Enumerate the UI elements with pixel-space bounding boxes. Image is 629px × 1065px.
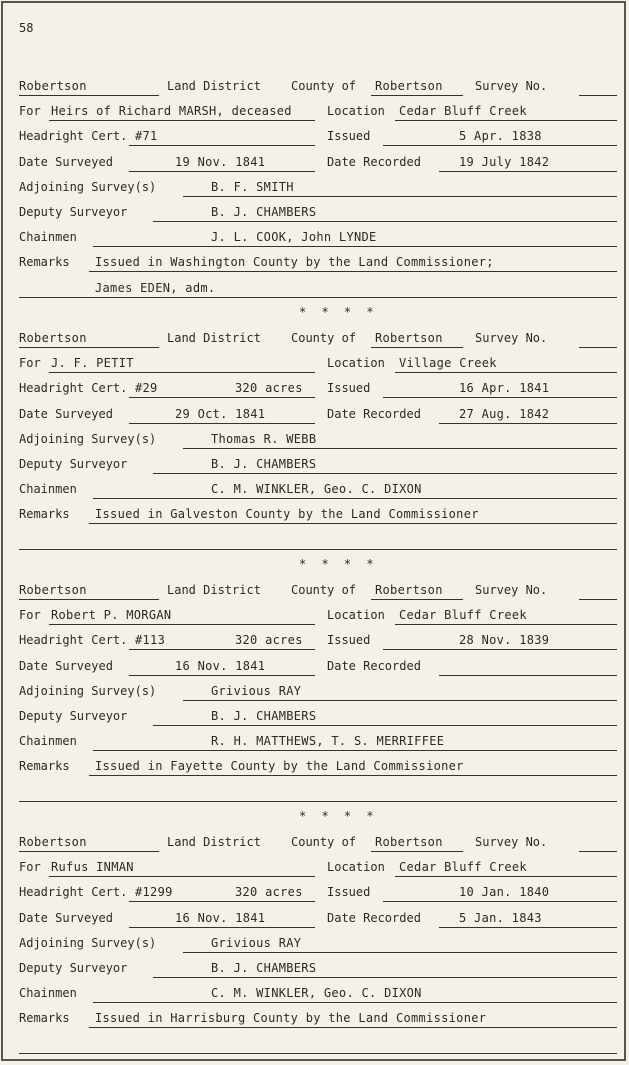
field-value-cert: #71 bbox=[135, 129, 158, 144]
field-label: Headright Cert. bbox=[19, 381, 128, 396]
for-line bbox=[19, 104, 619, 122]
field-label: Land District bbox=[167, 835, 261, 849]
field-label: Issued bbox=[327, 633, 371, 648]
adjoining-line bbox=[19, 936, 619, 954]
field-value-cert: #113 bbox=[135, 633, 166, 648]
field-label: Remarks bbox=[19, 759, 70, 774]
chainmen-line bbox=[19, 482, 619, 500]
field-value-location: Village Creek bbox=[399, 356, 497, 371]
field-label: Headright Cert. bbox=[19, 633, 128, 648]
field-label: Survey No. bbox=[475, 331, 548, 345]
field-label: Location bbox=[327, 104, 385, 119]
field-label: Adjoining Survey(s) bbox=[19, 179, 157, 194]
field-value-acres: 320 acres bbox=[235, 381, 303, 396]
field-value-for: Heirs of Richard MARSH, deceased bbox=[51, 104, 292, 119]
field-value-for: J. F. PETIT bbox=[51, 356, 134, 371]
deputy-line bbox=[19, 205, 619, 223]
field-label: Adjoining Survey(s) bbox=[19, 683, 157, 698]
adjoining-line bbox=[19, 432, 619, 450]
remarks-line bbox=[19, 759, 619, 777]
field-label: Adjoining Survey(s) bbox=[19, 935, 157, 950]
field-value-date-recorded: 5 Jan. 1843 bbox=[459, 910, 542, 925]
field-value-remarks: Issued in Washington County by the Land Commissioner; bbox=[95, 255, 494, 270]
field-label: Date Recorded bbox=[327, 406, 421, 421]
field-label: Chainmen bbox=[19, 230, 77, 245]
field-label: Survey No. bbox=[475, 583, 548, 597]
field-value-acres: 320 acres bbox=[235, 633, 303, 648]
field-label: Remarks bbox=[19, 255, 70, 270]
field-label: Date Surveyed bbox=[19, 658, 113, 673]
field-label: Date Surveyed bbox=[19, 910, 113, 925]
field-value-district: Robertson bbox=[19, 79, 87, 93]
field-label: Chainmen bbox=[19, 734, 77, 749]
field-label: Remarks bbox=[19, 507, 70, 522]
field-value-adjoining: Grivious RAY bbox=[211, 683, 302, 698]
field-value-cert: #29 bbox=[135, 381, 158, 396]
deputy-line bbox=[19, 457, 619, 475]
field-value-for: Rufus INMAN bbox=[51, 860, 134, 875]
field-label: Survey No. bbox=[475, 79, 548, 93]
field-value-adjoining: Grivious RAY bbox=[211, 935, 302, 950]
field-value-adjoining: Thomas R. WEBB bbox=[211, 431, 317, 446]
remarks-line bbox=[19, 255, 619, 273]
field-value-adjoining: B. F. SMITH bbox=[211, 179, 294, 194]
field-value-deputy: B. J. CHAMBERS bbox=[211, 205, 317, 219]
field-label: Land District bbox=[167, 79, 261, 93]
field-label: For bbox=[19, 608, 41, 623]
field-label: Location bbox=[327, 860, 385, 875]
field-value-issued: 16 Apr. 1841 bbox=[459, 381, 550, 396]
field-value-location: Cedar Bluff Creek bbox=[399, 860, 527, 875]
field-label: Location bbox=[327, 356, 385, 371]
field-label: Headright Cert. bbox=[19, 885, 128, 900]
blank-underline bbox=[439, 659, 617, 676]
field-value-remarks: Issued in Harrisburg County by the Land Commissioner bbox=[95, 1011, 487, 1026]
field-label: Remarks bbox=[19, 1011, 70, 1026]
header-line bbox=[19, 835, 619, 853]
field-label: Deputy Surveyor bbox=[19, 457, 128, 471]
dates-line bbox=[19, 155, 619, 173]
field-label: Chainmen bbox=[19, 482, 77, 497]
field-value-issued: 28 Nov. 1839 bbox=[459, 633, 550, 648]
field-value-district: Robertson bbox=[19, 331, 87, 345]
field-value-date-surveyed: 19 Nov. 1841 bbox=[175, 154, 266, 169]
field-value-district: Robertson bbox=[19, 835, 87, 849]
field-label: Issued bbox=[327, 885, 371, 900]
field-label: Land District bbox=[167, 331, 261, 345]
dates-line bbox=[19, 659, 619, 677]
field-value-date-surveyed: 29 Oct. 1841 bbox=[175, 406, 266, 421]
field-value-district: Robertson bbox=[19, 583, 87, 597]
header-line bbox=[19, 79, 619, 97]
dates-line bbox=[19, 407, 619, 425]
blank-underline bbox=[129, 129, 315, 146]
field-value-remarks: Issued in Galveston County by the Land Commissioner bbox=[95, 507, 479, 522]
field-value-for: Robert P. MORGAN bbox=[51, 608, 172, 623]
field-value-county: Robertson bbox=[375, 835, 443, 849]
field-value-deputy: B. J. CHAMBERS bbox=[211, 709, 317, 723]
deputy-line bbox=[19, 961, 619, 979]
blank-underline bbox=[19, 1037, 617, 1054]
field-value-chainmen: R. H. MATTHEWS, T. S. MERRIFFEE bbox=[211, 734, 445, 749]
field-value-issued: 5 Apr. 1838 bbox=[459, 129, 542, 144]
field-label: Issued bbox=[327, 129, 371, 144]
field-label: County of bbox=[291, 583, 357, 597]
remarks-continued-line bbox=[19, 533, 619, 551]
field-value-cert: #1299 bbox=[135, 885, 173, 900]
for-line bbox=[19, 860, 619, 878]
record-separator: * * * * bbox=[299, 305, 378, 319]
field-label: For bbox=[19, 104, 41, 119]
remarks-continued-line bbox=[19, 281, 619, 299]
blank-underline bbox=[579, 79, 617, 96]
field-value-date-recorded: 27 Aug. 1842 bbox=[459, 406, 550, 421]
field-value-date-recorded: 19 July 1842 bbox=[459, 154, 550, 169]
header-line bbox=[19, 583, 619, 601]
field-value-remarks: Issued in Fayette County by the Land Commissioner bbox=[95, 759, 464, 774]
field-label: Date Surveyed bbox=[19, 154, 113, 169]
blank-underline bbox=[19, 533, 617, 550]
field-value-remarks2: James EDEN, adm. bbox=[95, 280, 216, 295]
headright-line bbox=[19, 885, 619, 903]
remarks-continued-line bbox=[19, 785, 619, 803]
field-value-location: Cedar Bluff Creek bbox=[399, 608, 527, 623]
remarks-continued-line bbox=[19, 1037, 619, 1055]
field-value-acres: 320 acres bbox=[235, 885, 303, 900]
field-value-issued: 10 Jan. 1840 bbox=[459, 885, 550, 900]
chainmen-line bbox=[19, 734, 619, 752]
field-label: County of bbox=[291, 835, 357, 849]
field-label: Survey No. bbox=[475, 835, 548, 849]
page-number: 58 bbox=[19, 21, 34, 35]
field-value-county: Robertson bbox=[375, 583, 443, 597]
blank-underline bbox=[19, 785, 617, 802]
adjoining-line bbox=[19, 180, 619, 198]
field-label: Date Recorded bbox=[327, 910, 421, 925]
headright-line bbox=[19, 633, 619, 651]
record-separator: * * * * bbox=[299, 809, 378, 823]
field-value-chainmen: J. L. COOK, John LYNDE bbox=[211, 230, 377, 245]
field-label: Headright Cert. bbox=[19, 129, 128, 144]
record-separator: * * * * bbox=[299, 557, 378, 571]
blank-underline bbox=[579, 835, 617, 852]
field-label: For bbox=[19, 860, 41, 875]
field-value-chainmen: C. M. WINKLER, Geo. C. DIXON bbox=[211, 986, 422, 1001]
field-label: Deputy Surveyor bbox=[19, 961, 128, 975]
field-label: Issued bbox=[327, 381, 371, 396]
field-label: Chainmen bbox=[19, 986, 77, 1001]
document-page bbox=[1, 1, 626, 1061]
field-value-deputy: B. J. CHAMBERS bbox=[211, 961, 317, 975]
field-label: Date Recorded bbox=[327, 658, 421, 673]
field-value-deputy: B. J. CHAMBERS bbox=[211, 457, 317, 471]
field-value-date-surveyed: 16 Nov. 1841 bbox=[175, 910, 266, 925]
chainmen-line bbox=[19, 986, 619, 1004]
deputy-line bbox=[19, 709, 619, 727]
dates-line bbox=[19, 911, 619, 929]
field-label: Land District bbox=[167, 583, 261, 597]
field-label: County of bbox=[291, 331, 357, 345]
remarks-line bbox=[19, 1011, 619, 1029]
field-label: Date Recorded bbox=[327, 154, 421, 169]
chainmen-line bbox=[19, 230, 619, 248]
field-label: Deputy Surveyor bbox=[19, 709, 128, 723]
field-value-chainmen: C. M. WINKLER, Geo. C. DIXON bbox=[211, 482, 422, 497]
adjoining-line bbox=[19, 684, 619, 702]
field-label: Location bbox=[327, 608, 385, 623]
field-value-county: Robertson bbox=[375, 331, 443, 345]
field-label: Date Surveyed bbox=[19, 406, 113, 421]
header-line bbox=[19, 331, 619, 349]
blank-underline bbox=[579, 583, 617, 600]
headright-line bbox=[19, 129, 619, 147]
field-label: For bbox=[19, 356, 41, 371]
for-line bbox=[19, 356, 619, 374]
field-label: County of bbox=[291, 79, 357, 93]
remarks-line bbox=[19, 507, 619, 525]
field-label: Adjoining Survey(s) bbox=[19, 431, 157, 446]
for-line bbox=[19, 608, 619, 626]
field-value-date-surveyed: 16 Nov. 1841 bbox=[175, 658, 266, 673]
field-label: Deputy Surveyor bbox=[19, 205, 128, 219]
field-value-county: Robertson bbox=[375, 79, 443, 93]
field-value-location: Cedar Bluff Creek bbox=[399, 104, 527, 119]
blank-underline bbox=[579, 331, 617, 348]
headright-line bbox=[19, 381, 619, 399]
